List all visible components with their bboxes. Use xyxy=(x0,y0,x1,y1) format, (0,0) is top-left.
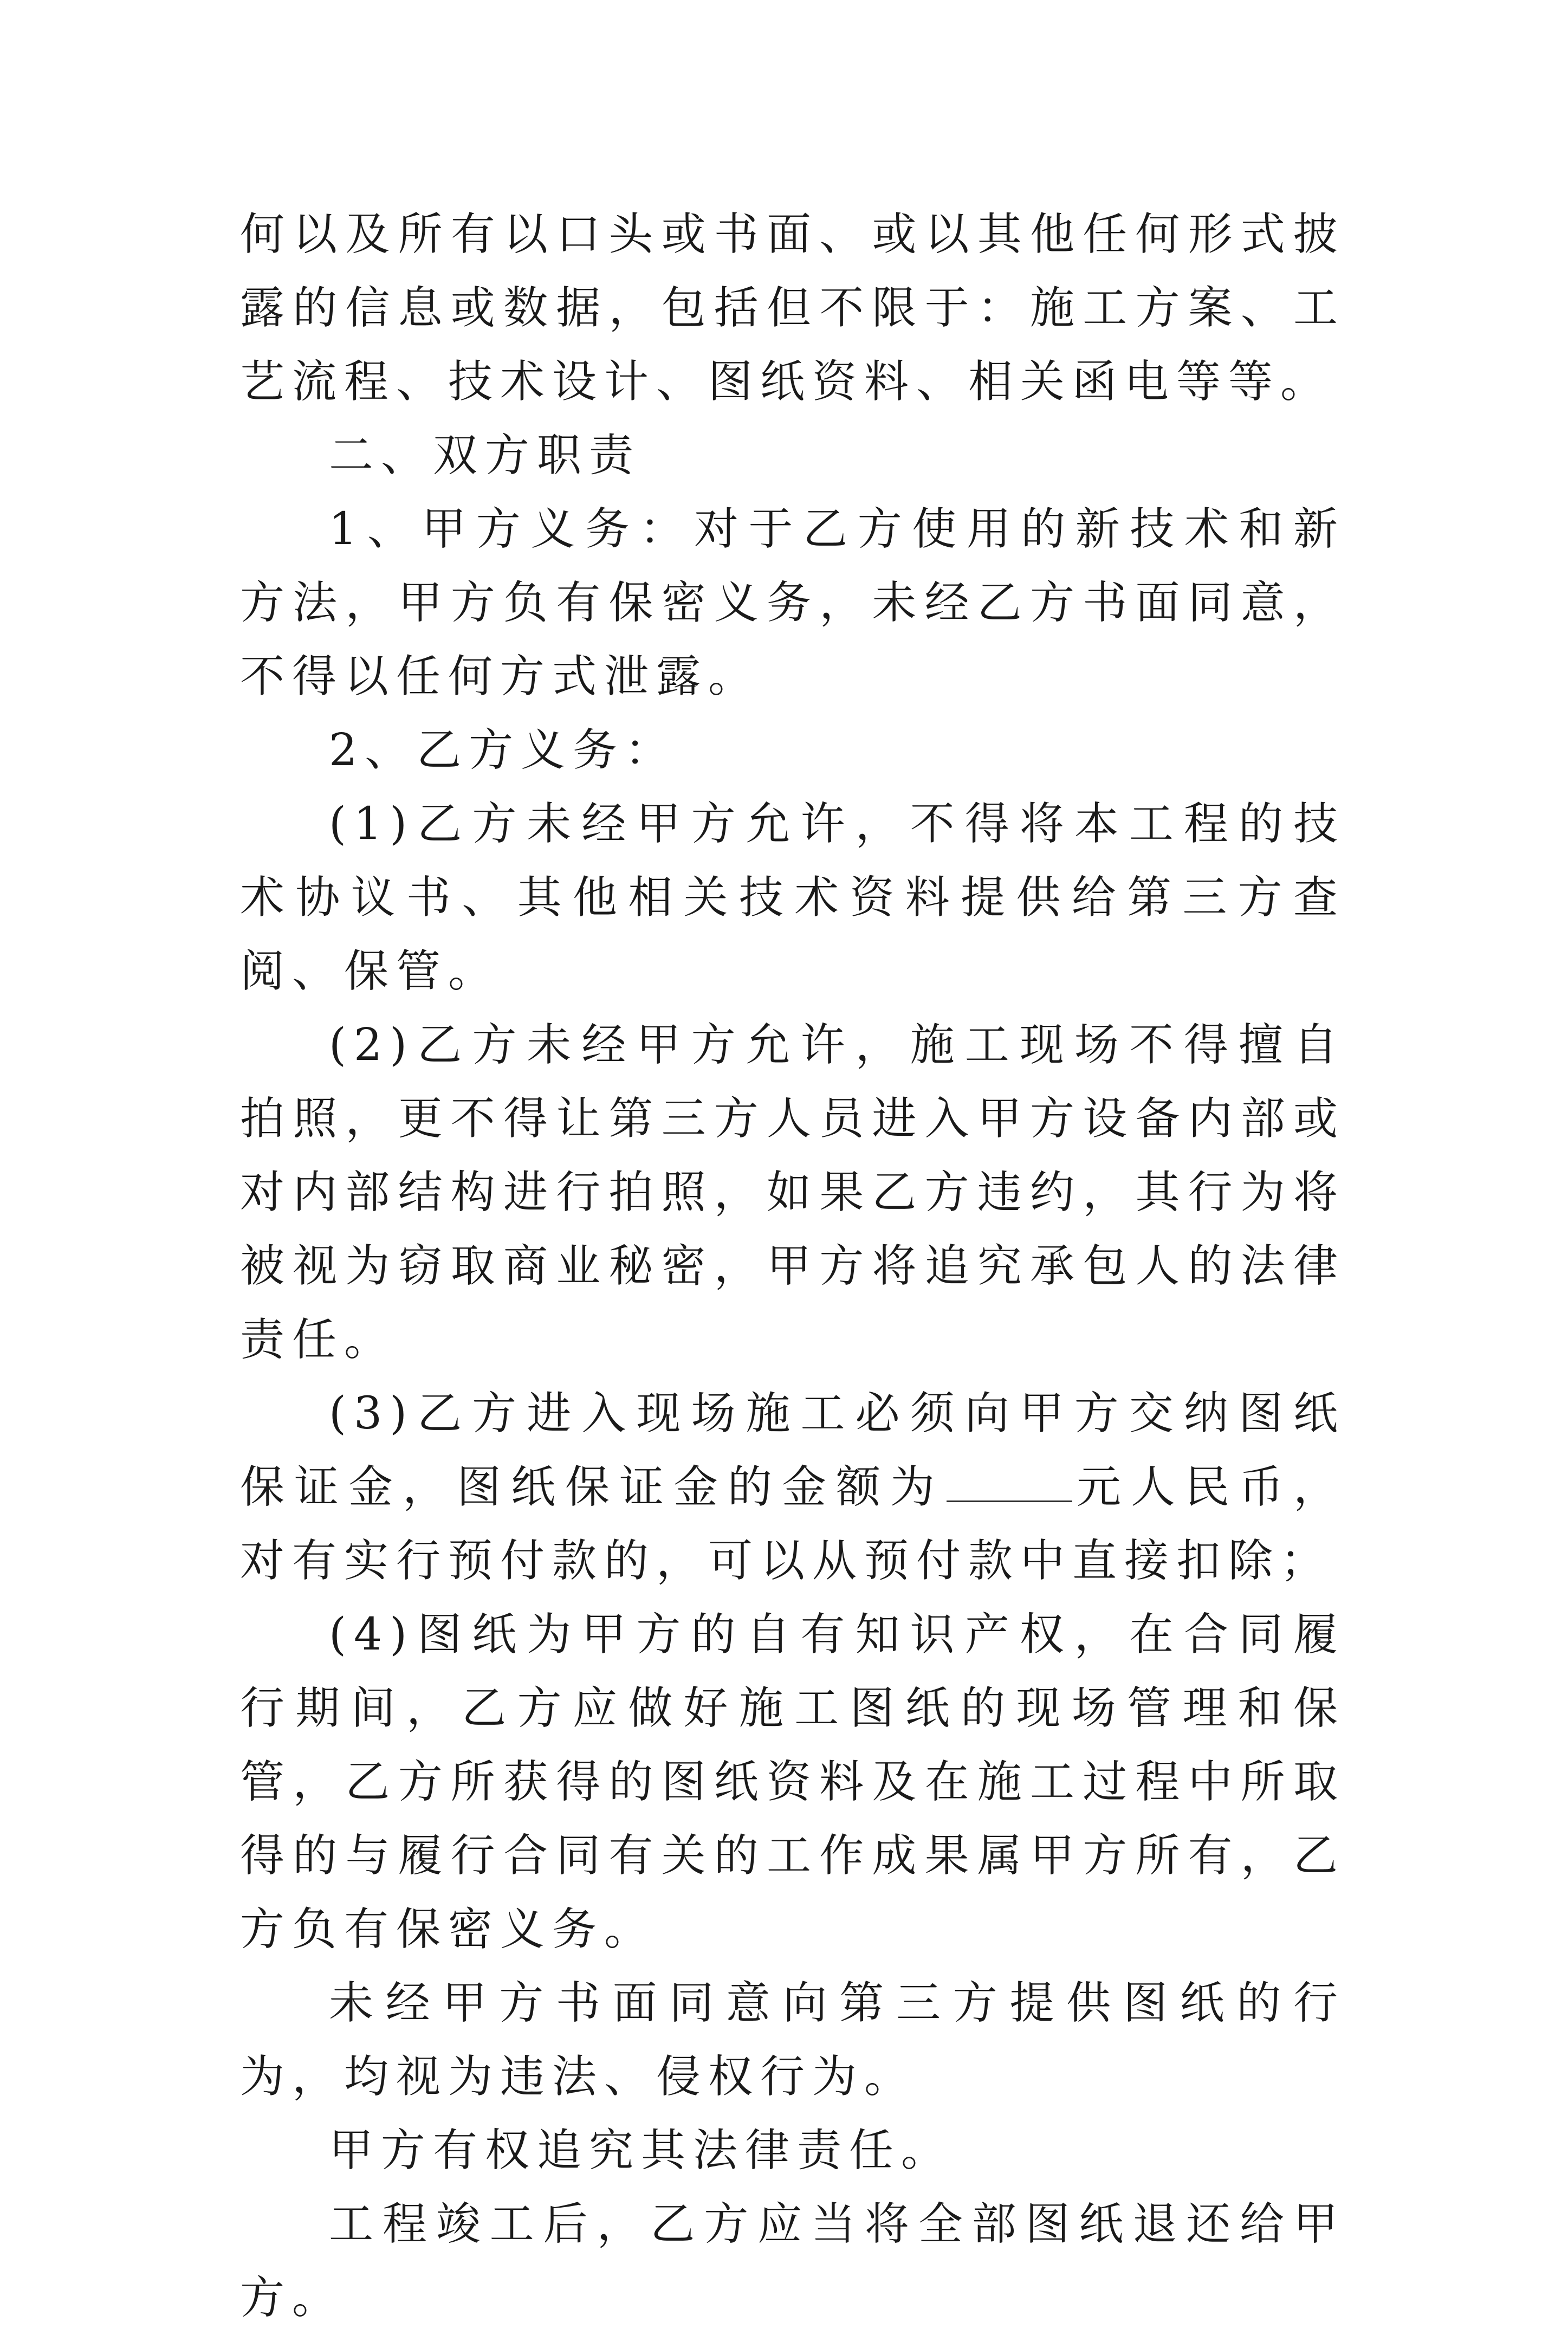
clause-3-text-after: 元人民币，对有实行预付款的，可以从预付款中直接扣除； xyxy=(240,1461,1345,1587)
paragraph-clause-2: (2)乙方未经甲方允许，施工现场不得擅自拍照，更不得让第三方人员进入甲方设备内部或对内部结构进行拍照，如果乙方违约，其行为将被视为窃取商业秘密，甲方将追究承包人的法律责任。 xyxy=(240,1019,1345,1366)
paragraph-clause-3 xyxy=(240,1377,1345,1598)
paragraph-definition-continued: 何以及所有以口头或书面、或以其他任何形式披露的信息或数据，包括但不限于：施工方案、工艺流程、技术设计、图纸资料、相关函电等等。 xyxy=(240,209,1345,408)
document-body xyxy=(240,198,1345,2335)
paragraph-party-a-obligations: 1、甲方义务：对于乙方使用的新技术和新方法，甲方负有保密义务，未经乙方书面同意，不得以任何方式泄露。 xyxy=(240,503,1345,702)
paragraph-legal-liability: 甲方有权追究其法律责任。 xyxy=(329,2125,954,2176)
section-heading-duties: 二、双方职责 xyxy=(329,430,642,481)
paragraph-infringement: 未经甲方书面同意向第三方提供图纸的行为，均视为违法、侵权行为。 xyxy=(240,1977,1345,2103)
paragraph-clause-1: (1)乙方未经甲方允许，不得将本工程的技术协议书、其他相关技术资料提供给第三方查阅、保管。 xyxy=(240,798,1345,997)
paragraph-party-b-obligations-heading: 2、乙方义务： xyxy=(329,725,677,776)
clause-3-text-before: (3)乙方进入现场施工必须向甲方交纳图纸保证金，图纸保证金的金额为 xyxy=(240,1388,1345,1513)
deposit-amount-blank xyxy=(947,1463,1072,1502)
paragraph-return-drawings: 工程竣工后，乙方应当将全部图纸退还给甲方。 xyxy=(240,2198,1345,2324)
paragraph-clause-4: (4)图纸为甲方的自有知识产权，在合同履行期间，乙方应做好施工图纸的现场管理和保管，乙方所获得的图纸资料及在施工过程中所取得的与履行合同有关的工作成果属甲方所有，乙方负有保密义务。 xyxy=(240,1609,1345,1955)
